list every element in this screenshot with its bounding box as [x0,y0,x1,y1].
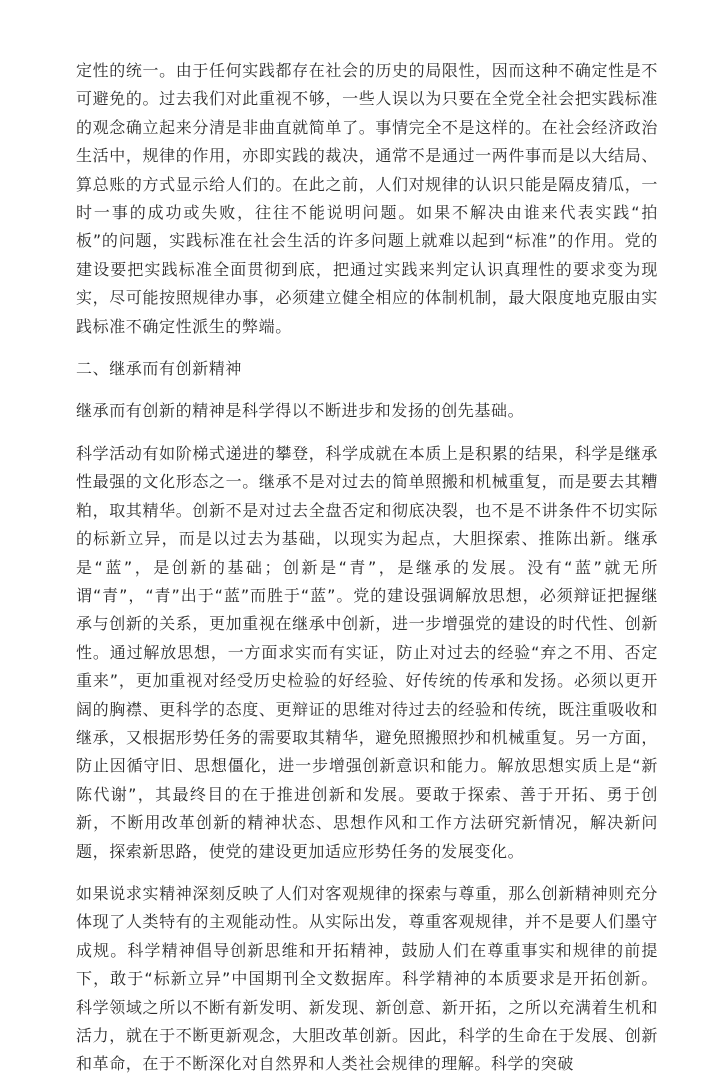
paragraph-intro: 继承而有创新的精神是科学得以不断进步和发扬的创先基础。 [76,401,525,421]
section-heading: 二、继承而有创新精神 [76,359,243,379]
paragraph-continuation: 定性的统一。由于任何实践都存在社会的历史的局限性，因而这种不确定性是不可避免的。过去我们对此重视不够，一些人误以为只要在全党全社会把实践标准的观念确立起来分清是非曲直就简单了。事情完全不是这样的。在社会经济政治生活中，规律的作用，亦即实践的裁决，通常不是通过一两件事而是以大结局、算总账的方式显示给人们的。在此之前，人们对规律的认识只能是隔皮猜瓜，一时一事的成功或失败，往往不能说明问题。如果不解决由谁来代表实践“拍板”的问题，实践标准在社会生活的许多问题上就难以起到“标准”的作用。党的建设要把实践标准全面贯彻到底，把通过实践来判定认识真理性的要求变为现实，尽可能按照规律办事，必须建立健全相应的体制机制，最大限度地克服由实践标准不确定性派生的弊端。 [76,61,658,336]
paragraph-innovation: 如果说求实精神深刻反映了人们对客观规律的探索与尊重，那么创新精神则充分体现了人类特有的主观能动性。从实际出发，尊重客观规律，并不是要人们墨守成规。科学精神倡导创新思维和开拓精神，鼓励人们在尊重事实和规律的前提下，敢于“标新立异”中国期刊全文数据库。科学精神的本质要求是开拓创新。科学领域之所以不断有新发明、新发现、新创意、新开拓，之所以充满着生机和活力，就在于不断更新观念，大胆改革创新。因此，科学的生命在于发展、创新和革命，在于不断深化对自然界和人类社会规律的理解。科学的突破 [76,883,658,1074]
paragraph-inheritance: 科学活动有如阶梯式递进的攀登，科学成就在本质上是积累的结果，科学是继承性最强的文化形态之一。继承不是对过去的简单照搬和机械重复，而是要去其糟粕，取其精华。创新不是对过去全盘否定和彻底决裂，也不是不讲条件不切实际的标新立异，而是以过去为基础，以现实为起点，大胆探索、推陈出新。继承是“蓝”，是创新的基础；创新是“青”，是继承的发展。没有“蓝”就无所谓“青”，“青”出于“蓝”而胜于“蓝”。党的建设强调解放思想，必须辩证把握继承与创新的关系，更加重视在继承中创新，进一步增强党的建设的时代性、创新性。通过解放思想，一方面求实而有实证，防止对过去的经验“弃之不用、否定重来”，更加重视对经受历史检验的好经验、好传统的传承和发扬。必须以更开阔的胸襟、更科学的态度、更辩证的思维对待过去的经验和传统，既注重吸收和继承，又根据形势任务的需要取其精华，避免照搬照抄和机械重复。另一方面，防止因循守旧、思想僵化，进一步增强创新意识和能力。解放思想实质上是“新陈代谢”，其最终目的在于推进创新和发展。要敢于探索、善于开拓、勇于创新，不断用改革创新的精神状态、思想作风和工作方法研究新情况，解决新问题，探索新思路，使党的建设更加适应形势任务的发展变化。 [76,443,658,861]
